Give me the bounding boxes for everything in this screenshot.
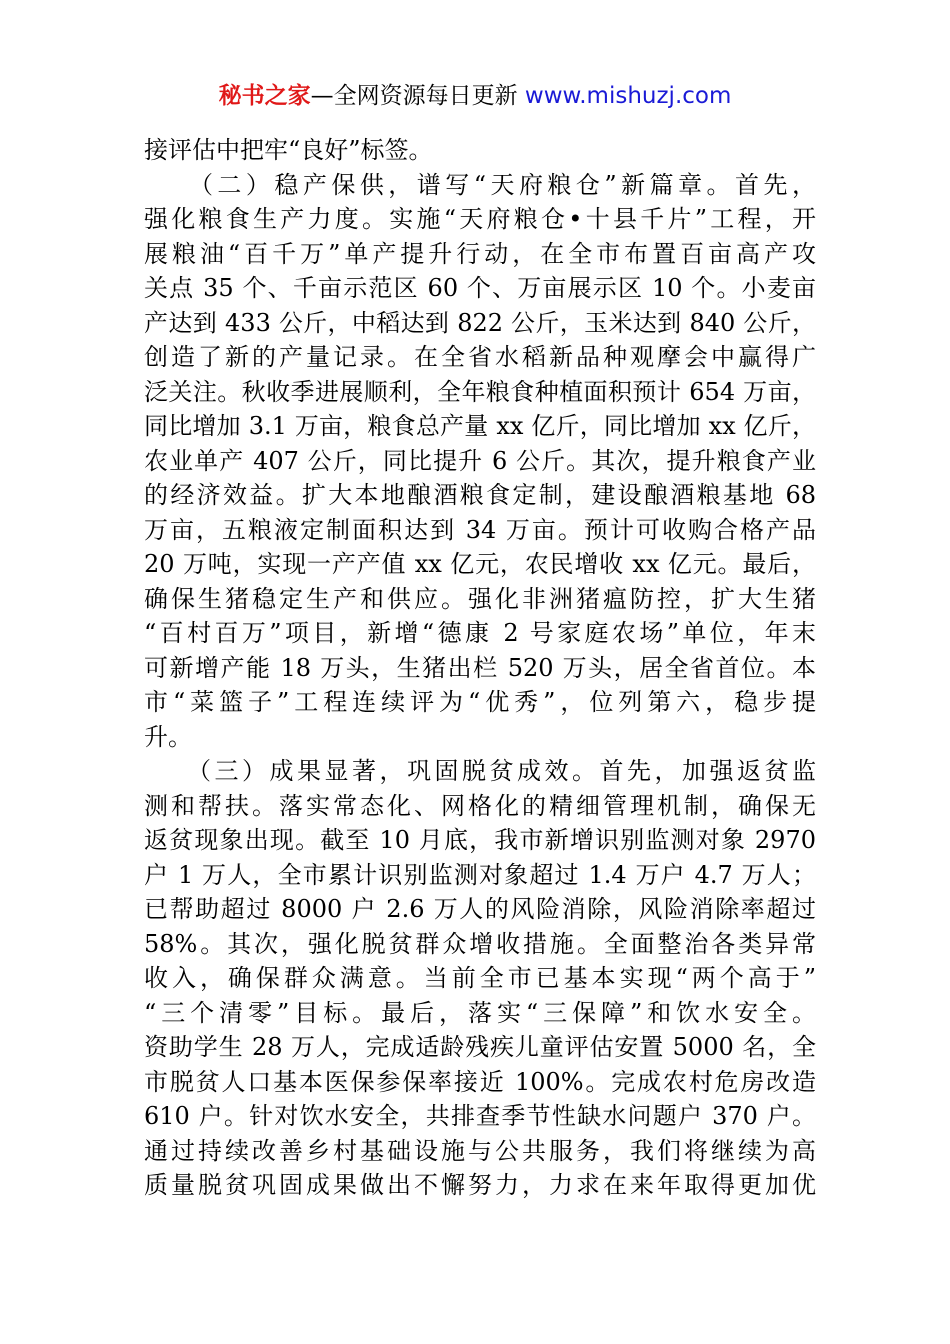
text-line: “百村百万”项目，新增“德康 2 号家庭农场”单位，年末: [144, 619, 816, 647]
text-line: 资助学生 28 万人，完成适龄残疾儿童评估安置 5000 名，全: [144, 1033, 816, 1061]
text-line: 同比增加 3.1 万亩，粮食总产量 xx 亿斤，同比增加 xx 亿斤，: [144, 412, 816, 440]
text-line: 创造了新的产量记录。在全省水稻新品种观摩会中赢得广: [144, 343, 816, 371]
text-line: 58%。其次，强化脱贫群众增收措施。全面整治各类异常: [144, 929, 816, 958]
text-line: 通过持续改善乡村基础设施与公共服务，我们将继续为高: [144, 1136, 816, 1165]
text-line: 市脱贫人口基本医保参保率接近 100%。完成农村危房改造: [144, 1067, 816, 1096]
document-body: [144, 133, 816, 1203]
text-line: 强化粮食生产力度。实施“天府粮仓•十县千片”工程，开: [144, 205, 816, 233]
text-line: 收入，确保群众满意。当前全市已基本实现“两个高于”: [144, 964, 816, 992]
text-line: 质量脱贫巩固成果做出不懈努力，力求在来年取得更加优: [144, 1171, 816, 1199]
text-line: 返贫现象出现。截至 10 月底，我市新增识别监测对象 2970: [144, 826, 816, 854]
site-tagline: —全网资源每日更新: [310, 83, 518, 109]
text-line: 确保生猪稳定生产和供应。强化非洲猪瘟防控，扩大生猪: [144, 584, 816, 613]
text-line: 市“菜篮子”工程连续评为“优秀”，位列第六，稳步提: [144, 688, 816, 716]
text-line: 接评估中把牢“良好”标签。: [144, 136, 433, 164]
text-line: 可新增产能 18 万头，生猪出栏 520 万头，居全省首位。本: [144, 653, 816, 682]
text-line: 泛关注。秋收季进展顺利，全年粮食种植面积预计 654 万亩，: [144, 377, 816, 406]
text-line: 关点 35 个、千亩示范区 60 个、万亩展示区 10 个。小麦亩: [144, 274, 816, 302]
text-line: “三个清零”目标。最后，落实“三保障”和饮水安全。: [144, 998, 816, 1027]
text-line: 产达到 433 公斤，中稻达到 822 公斤，玉米达到 840 公斤，: [144, 308, 816, 337]
text-line: 展粮油“百千万”单产提升行动，在全市布置百亩高产攻: [144, 239, 816, 268]
text-line: 万亩，五粮液定制面积达到 34 万亩。预计可收购合格产品: [144, 515, 816, 544]
text-line: 已帮助超过 8000 户 2.6 万人的风险消除，风险消除率超过: [144, 895, 816, 923]
text-line: 升。: [144, 722, 192, 751]
text-line: （三）成果显著，巩固脱贫成效。首先，加强返贫监: [144, 757, 816, 785]
text-line: 610 户。针对饮水安全，共排查季节性缺水问题户 370 户。: [144, 1102, 816, 1130]
text-line: 的经济效益。扩大本地酿酒粮食定制，建设酿酒粮基地 68: [144, 481, 816, 509]
site-url-link[interactable]: www.mishuzj.com: [524, 83, 732, 109]
text-line: 20 万吨，实现一产产值 xx 亿元，农民增收 xx 亿元。最后，: [144, 550, 816, 578]
site-brand: 秘书之家: [218, 83, 311, 109]
text-line: 测和帮扶。落实常态化、网格化的精细管理机制，确保无: [144, 791, 816, 820]
text-line: 户 1 万人，全市累计识别监测对象超过 1.4 万户 4.7 万人；: [144, 860, 816, 889]
site-header: [0, 80, 950, 112]
text-line: 农业单产 407 公斤，同比提升 6 公斤。其次，提升粮食产业: [144, 446, 816, 475]
text-line: （二）稳产保供，谱写“天府粮仓”新篇章。首先，: [144, 170, 816, 199]
